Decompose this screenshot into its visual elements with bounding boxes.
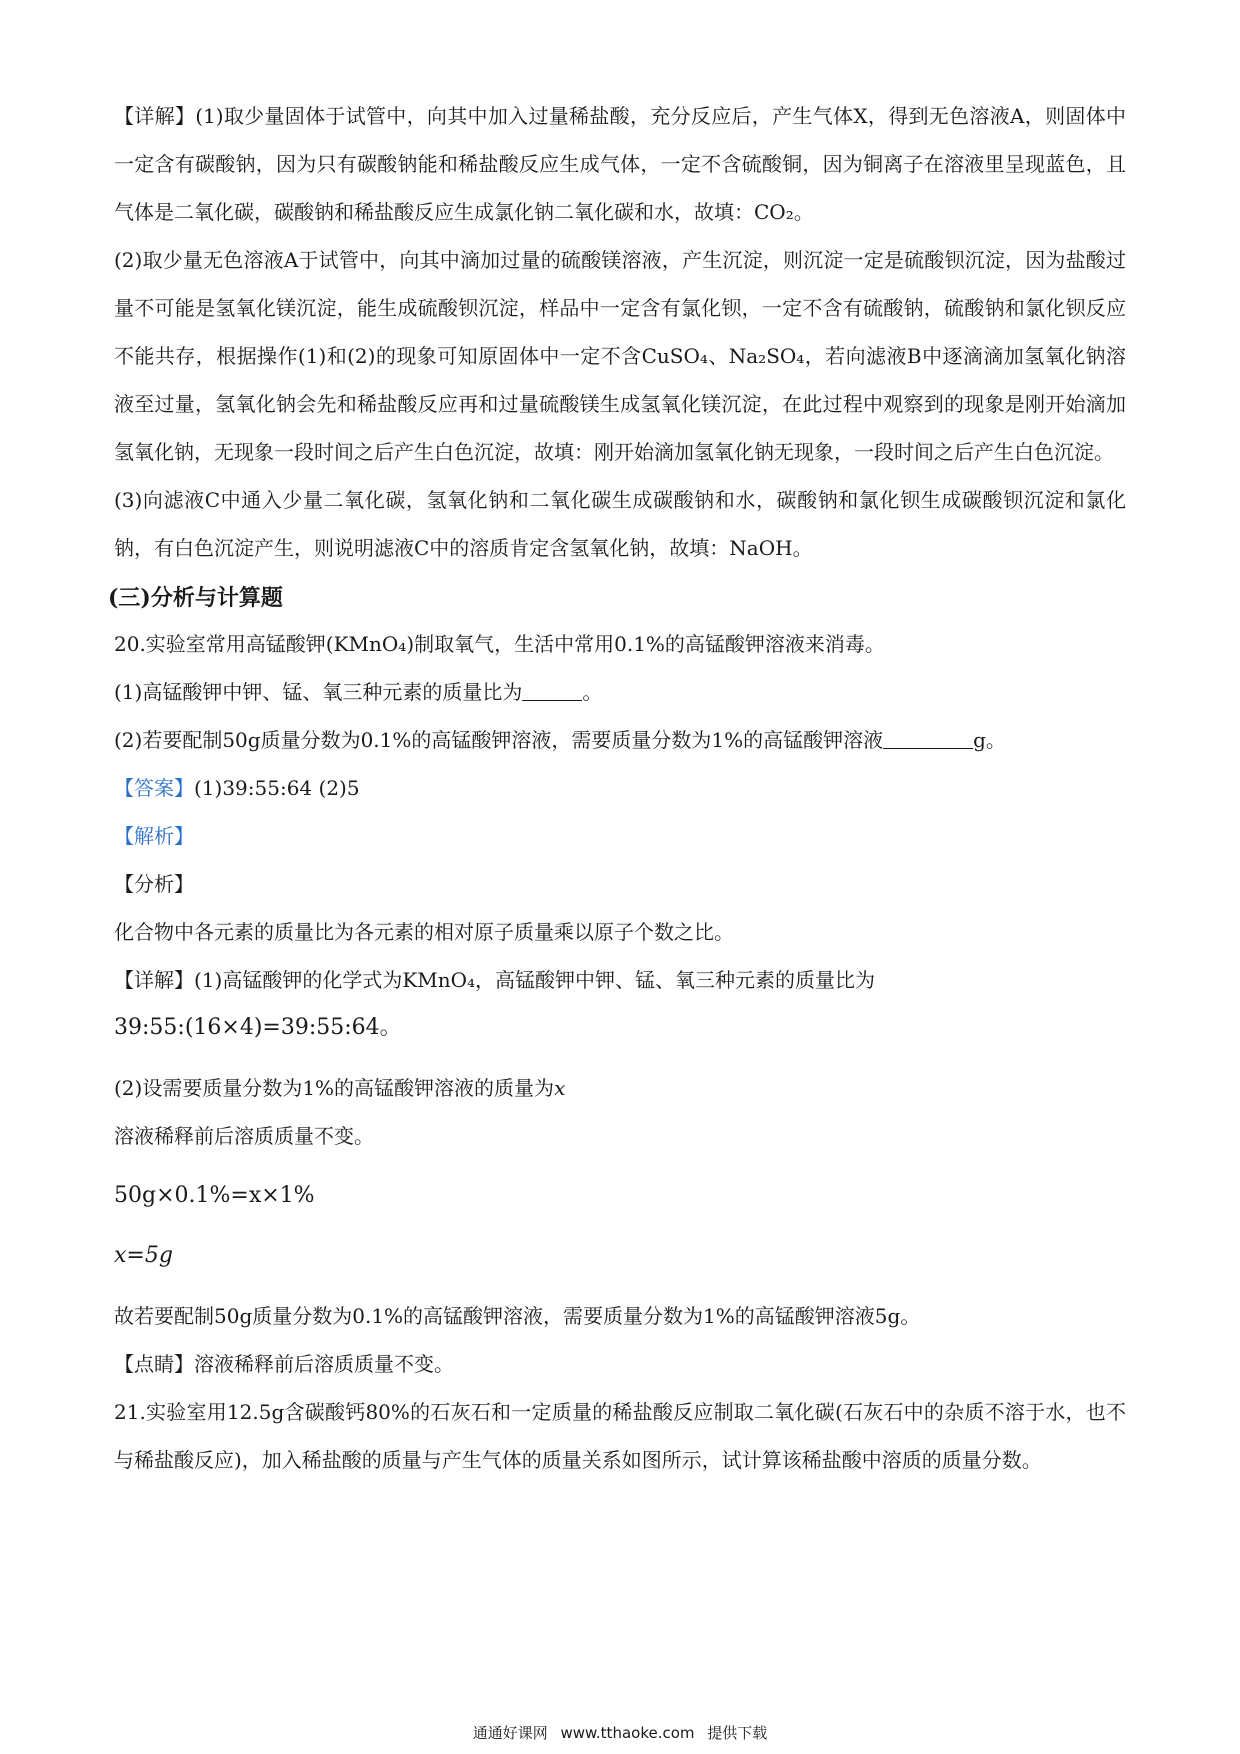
question-20-part-1-end: 。 [582, 680, 603, 704]
fenxi-text: 化合物中各元素的质量比为各元素的相对原子质量乘以原子个数之比。 [114, 920, 734, 944]
math-equation: 50g×0.1%=x×1% [114, 1183, 315, 1208]
answer-text: (1)39:55:64 (2)5 [194, 776, 360, 800]
answer-line [114, 764, 1126, 812]
step-dilution-rule: 溶液稀释前后溶质质量不变。 [114, 1124, 374, 1148]
question-20-part-1 [114, 668, 1126, 716]
variable-x: x [554, 1076, 566, 1100]
question-20-part-2 [114, 716, 1126, 764]
question-20: 20.实验室常用高锰酸钾(KMnO₄)制取氧气，生活中常用0.1%的高锰酸钾溶液来消毒。 [114, 632, 885, 656]
answer-blank-2 [883, 728, 973, 749]
footer-site: 通通好课网 [472, 1724, 548, 1742]
fenxi-tag: 【分析】 [114, 872, 194, 896]
question-20-part-1-text: (1)高锰酸钾中钾、锰、氧三种元素的质量比为 [114, 680, 523, 704]
math-solution: x=5g [114, 1243, 173, 1268]
detail-question-20: 【详解】(1)高锰酸钾的化学式为KMnO₄，高锰酸钾中钾、锰、氧三种元素的质量比为 [114, 968, 876, 992]
question-20-part-2-end: g。 [973, 728, 1006, 752]
dianjing: 【点睛】溶液稀释前后溶质质量不变。 [114, 1352, 454, 1376]
answer-tag: 【答案】 [114, 776, 194, 800]
math-mass-ratio: 39:55:(16×4)=39:55:64。 [114, 1015, 402, 1040]
question-21: 21.实验室用12.5g含碳酸钙80%的石灰石和一定质量的稀盐酸反应制取二氧化碳(石灰石中的杂质不溶于水，也不与稀盐酸反应)，加入稀盐酸的质量与产生气体的质量关系如图所示，试计算该稀盐酸中溶质的质量分数。 [114, 1400, 1126, 1472]
conclusion: 故若要配制50g质量分数为0.1%的高锰酸钾溶液，需要质量分数为1%的高锰酸钾溶液5g。 [114, 1304, 921, 1328]
page-content [108, 92, 1126, 1484]
analysis-tag: 【解析】 [114, 824, 194, 848]
footer-action: 提供下载 [707, 1724, 768, 1742]
step-set-variable [114, 1064, 1126, 1112]
page-footer [0, 1722, 1240, 1743]
section-heading: (三)分析与计算题 [108, 585, 283, 611]
answer-blank-1 [522, 680, 582, 701]
paragraph-detail-1: 【详解】(1)取少量固体于试管中，向其中加入过量稀盐酸，充分反应后，产生气体X，得到无色溶液A，则固体中一定含有碳酸钠，因为只有碳酸钠能和稀盐酸反应生成气体，一定不含硫酸铜，因为铜离子在溶液里呈现蓝色，且气体是二氧化碳，碳酸钠和稀盐酸反应生成氯化钠二氧化碳和水，故填：CO₂。 [114, 104, 1126, 224]
step-set-variable-text: (2)设需要质量分数为1%的高锰酸钾溶液的质量为 [114, 1076, 555, 1100]
question-20-part-2-text: (2)若要配制50g质量分数为0.1%的高锰酸钾溶液，需要质量分数为1%的高锰酸钾溶液 [114, 728, 884, 752]
footer-url[interactable]: www.tthaoke.com [560, 1724, 695, 1742]
paragraph-detail-3: (3)向滤液C中通入少量二氧化碳，氢氧化钠和二氧化碳生成碳酸钠和水，碳酸钠和氯化钡生成碳酸钡沉淀和氯化钠，有白色沉淀产生，则说明滤液C中的溶质肯定含氢氧化钠，故填：NaOH。 [114, 488, 1126, 560]
paragraph-detail-2: (2)取少量无色溶液A于试管中，向其中滴加过量的硫酸镁溶液，产生沉淀，则沉淀一定是硫酸钡沉淀，因为盐酸过量不可能是氢氧化镁沉淀，能生成硫酸钡沉淀，样品中一定含有氯化钡，一定不含有硫酸钠，硫酸钠和氯化钡反应不能共存，根据操作(1)和(2)的现象可知原固体中一定不含CuSO₄、Na₂SO₄，若向滤液B中逐滴滴加氢氧化钠溶液至过量，氢氧化钠会先和稀盐酸反应再和过量硫酸镁生成氢氧化镁沉淀，在此过程中观察到的现象是刚开始滴加氢氧化钠，无现象一段时间之后产生白色沉淀，故填：刚开始滴加氢氧化钠无现象，一段时间之后产生白色沉淀。 [114, 248, 1126, 464]
